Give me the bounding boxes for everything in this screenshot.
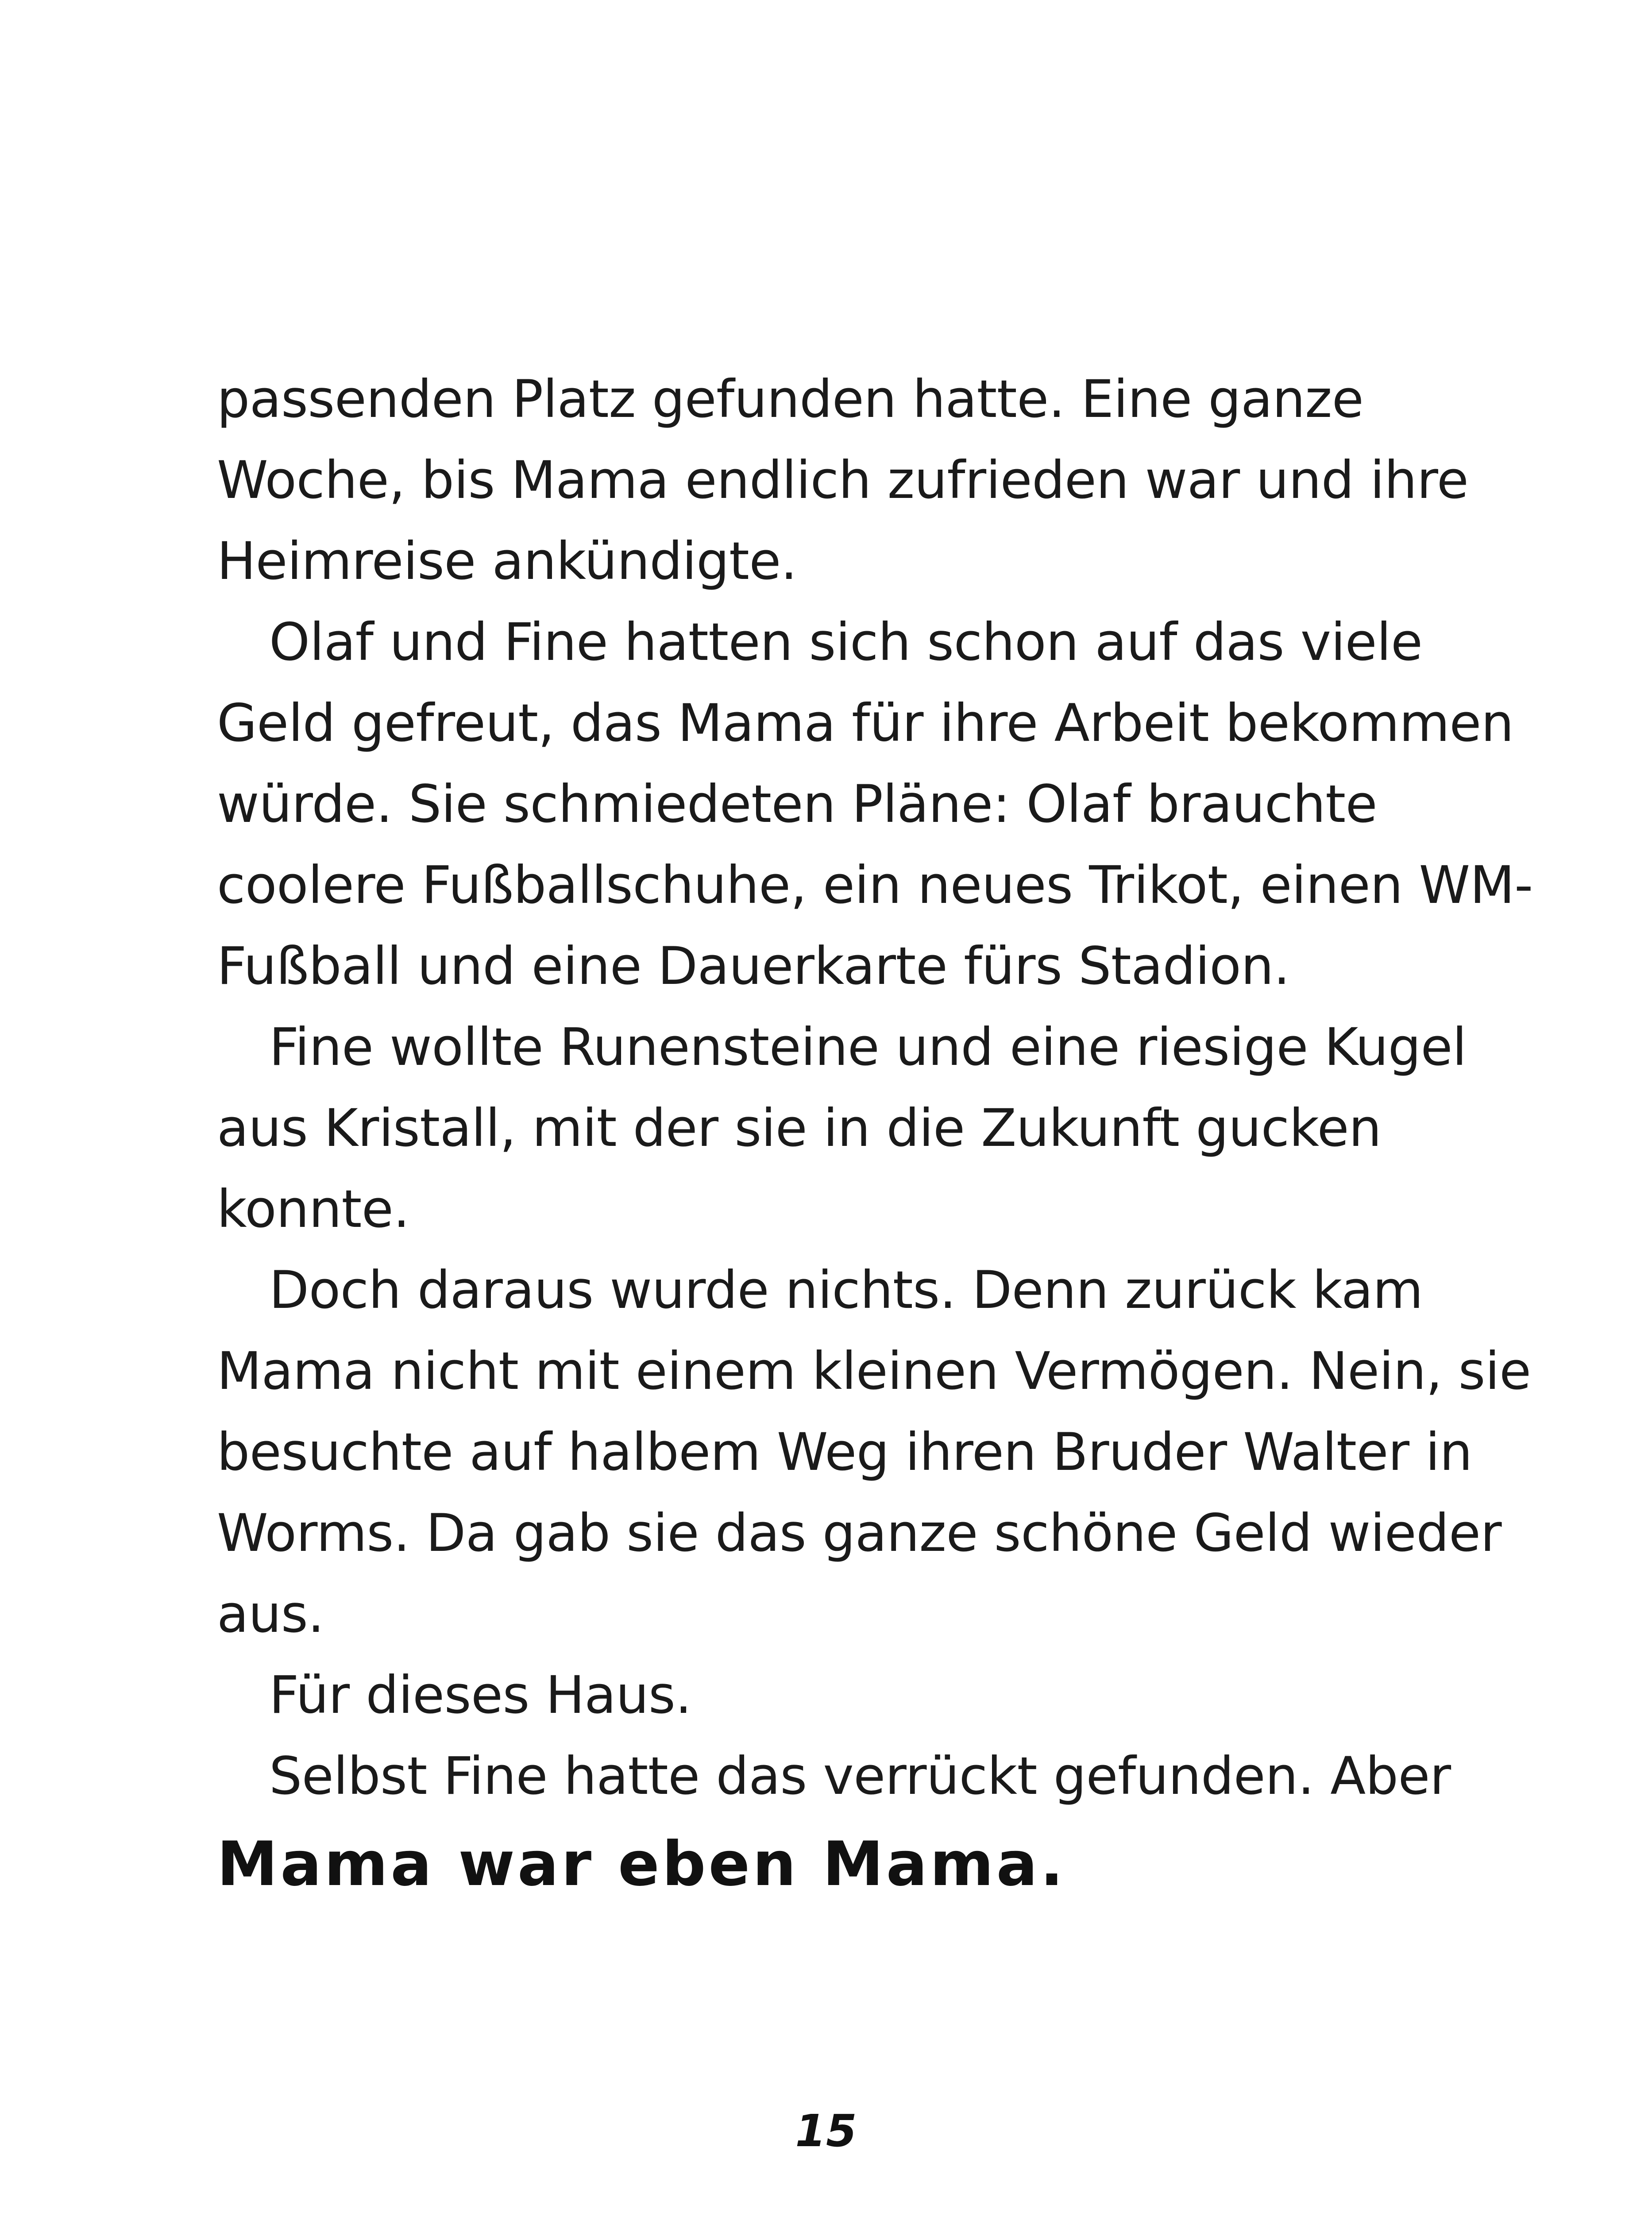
page-number: 15 <box>795 2105 857 2157</box>
text-line: Für dieses Haus. <box>269 1665 692 1725</box>
text-line: Geld gefreut, das Mama für ihre Arbeit bekommen <box>217 693 1514 753</box>
body-text <box>217 359 1533 1908</box>
text-line: konnte. <box>217 1179 410 1239</box>
text-line: Heimreise ankündigte. <box>217 531 797 591</box>
text-line: Mama nicht mit einem kleinen Vermögen. Nein, sie <box>217 1341 1531 1401</box>
text-line: Doch daraus wurde nichts. Denn zurück kam <box>269 1260 1423 1320</box>
emphasis-line: Mama war eben Mama. <box>217 1828 1066 1900</box>
text-line: Fine wollte Runensteine und eine riesige Kugel <box>269 1017 1467 1077</box>
text-line: passenden Platz gefunden hatte. Eine ganze <box>217 369 1364 429</box>
text-line: Worms. Da gab sie das ganze schöne Geld wieder <box>217 1503 1502 1563</box>
text-line: Woche, bis Mama endlich zufrieden war und ihre <box>217 450 1469 510</box>
text-line: würde. Sie schmiedeten Pläne: Olaf brauchte <box>217 774 1378 834</box>
text-line: aus Kristall, mit der sie in die Zukunft gucken <box>217 1098 1382 1158</box>
text-line: coolere Fußballschuhe, ein neues Trikot, einen WM- <box>217 855 1533 915</box>
text-line: Olaf und Fine hatten sich schon auf das viele <box>269 612 1423 672</box>
text-line: Fußball und eine Dauerkarte fürs Stadion. <box>217 936 1290 996</box>
text-line: besuchte auf halbem Weg ihren Bruder Walter in <box>217 1422 1472 1482</box>
text-line: Selbst Fine hatte das verrückt gefunden. Aber <box>269 1746 1451 1806</box>
text-line: aus. <box>217 1584 324 1644</box>
